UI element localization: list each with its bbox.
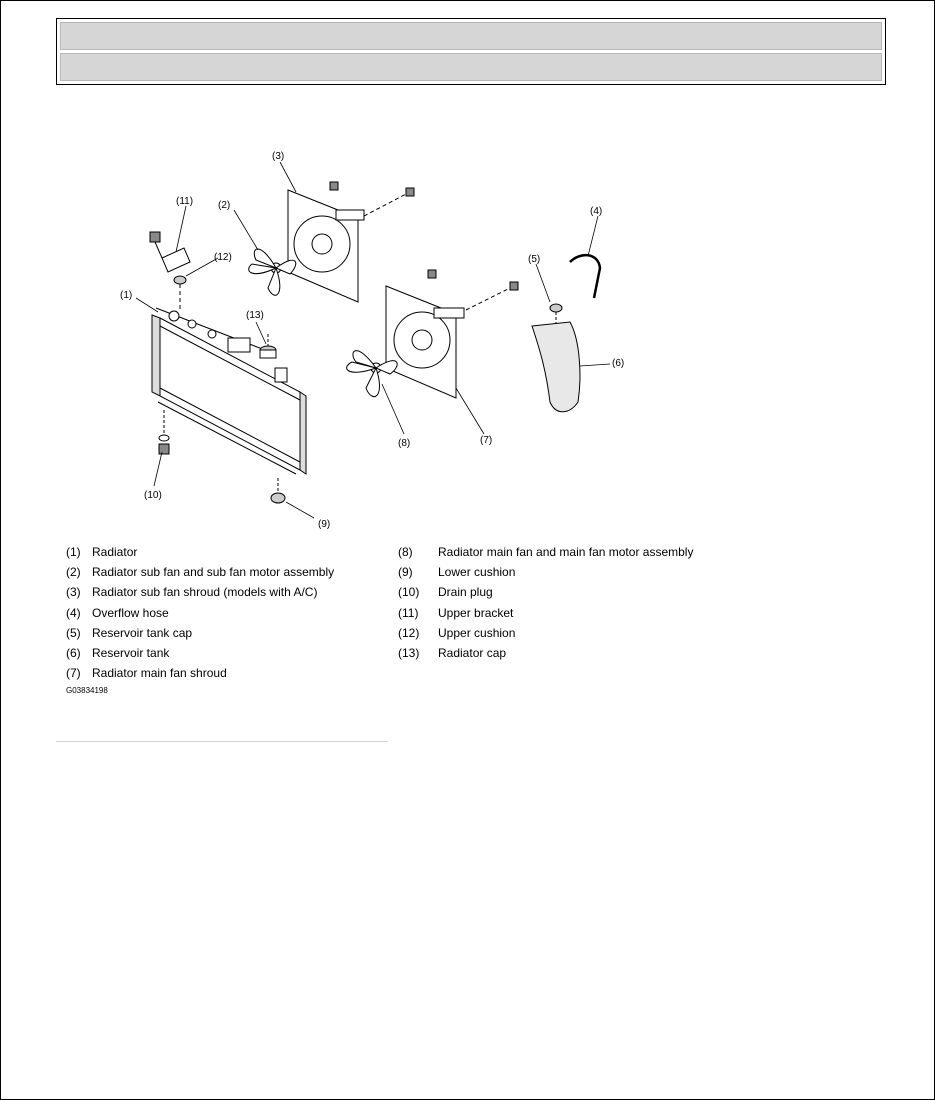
legend-num: (3) — [66, 585, 81, 600]
legend-item — [398, 562, 693, 582]
upper-bracket-drawing — [150, 232, 190, 272]
legend-item — [398, 582, 693, 602]
header-bar-bottom — [60, 53, 882, 81]
legend-item — [66, 663, 334, 683]
legend-label: Reservoir tank cap — [92, 625, 193, 640]
legend-label: Upper cushion — [438, 625, 516, 640]
reservoir-cap-drawing — [550, 304, 562, 312]
callout-2: (2) — [218, 200, 231, 211]
lower-cushion-drawing — [271, 493, 285, 503]
figure-id: G03834198 — [66, 686, 108, 695]
callout-7: (7) — [480, 435, 493, 446]
legend-item — [66, 582, 334, 602]
legend-right — [398, 542, 693, 663]
legend-item — [398, 643, 693, 663]
legend-item — [66, 542, 334, 562]
callout-1: (1) — [120, 290, 133, 301]
callout-10: (10) — [144, 490, 162, 501]
callout-13: (13) — [246, 310, 264, 321]
legend-num: (9) — [398, 565, 413, 580]
legend-label: Radiator sub fan and sub fan motor assembly — [92, 565, 335, 580]
legend-label: Drain plug — [438, 585, 493, 600]
legend-label: Radiator cap — [438, 646, 507, 661]
radiator-cap-drawing — [260, 334, 276, 358]
divider — [56, 741, 388, 742]
callout-6: (6) — [612, 358, 625, 369]
legend-num: (5) — [66, 625, 81, 640]
legend-num: (13) — [398, 646, 420, 661]
legend-num: (7) — [66, 666, 81, 681]
legend-label: Radiator — [92, 545, 138, 559]
legend-label: Radiator main fan and main fan motor assembly — [438, 545, 694, 559]
legend-num: (10) — [398, 585, 420, 600]
legend-num: (4) — [66, 605, 81, 620]
callout-3: (3) — [272, 151, 285, 162]
radiator-drawing — [152, 308, 306, 474]
legend-item — [66, 623, 334, 643]
legend-item — [66, 562, 334, 582]
legend-num: (12) — [398, 625, 420, 640]
overflow-hose-drawing — [570, 255, 600, 298]
sub-fan-shroud-drawing — [288, 182, 414, 302]
legend-label: Reservoir tank — [92, 646, 170, 661]
callout-9: (9) — [318, 519, 331, 530]
legend-item — [398, 623, 693, 643]
legend-label: Radiator sub fan shroud (models with A/C) — [92, 585, 318, 600]
callout-11: (11) — [176, 196, 194, 207]
header-bar-top — [60, 22, 882, 50]
callout-5: (5) — [528, 254, 541, 265]
legend-num: (2) — [66, 565, 81, 580]
legend-item — [66, 603, 334, 623]
legend-num: (1) — [66, 545, 81, 559]
callout-4: (4) — [590, 206, 603, 217]
legend-left — [66, 542, 334, 683]
legend-label: Overflow hose — [92, 605, 169, 620]
legend-label: Lower cushion — [438, 565, 516, 580]
legend-label: Upper bracket — [438, 605, 514, 620]
upper-cushion-drawing — [174, 276, 186, 284]
header-box — [56, 18, 886, 85]
drain-plug-drawing — [159, 410, 169, 454]
legend-item — [398, 603, 693, 623]
legend-num: (8) — [398, 545, 413, 559]
radiator-exploded-diagram — [100, 140, 660, 540]
legend-item — [66, 643, 334, 663]
legend-num: (11) — [398, 605, 419, 620]
callout-8: (8) — [398, 438, 411, 449]
legend-label: Radiator main fan shroud — [92, 666, 227, 681]
reservoir-tank-drawing — [532, 322, 580, 412]
callout-12: (12) — [214, 252, 232, 263]
legend-item — [398, 542, 693, 562]
legend-num: (6) — [66, 646, 81, 661]
main-fan-shroud-drawing — [386, 270, 518, 398]
